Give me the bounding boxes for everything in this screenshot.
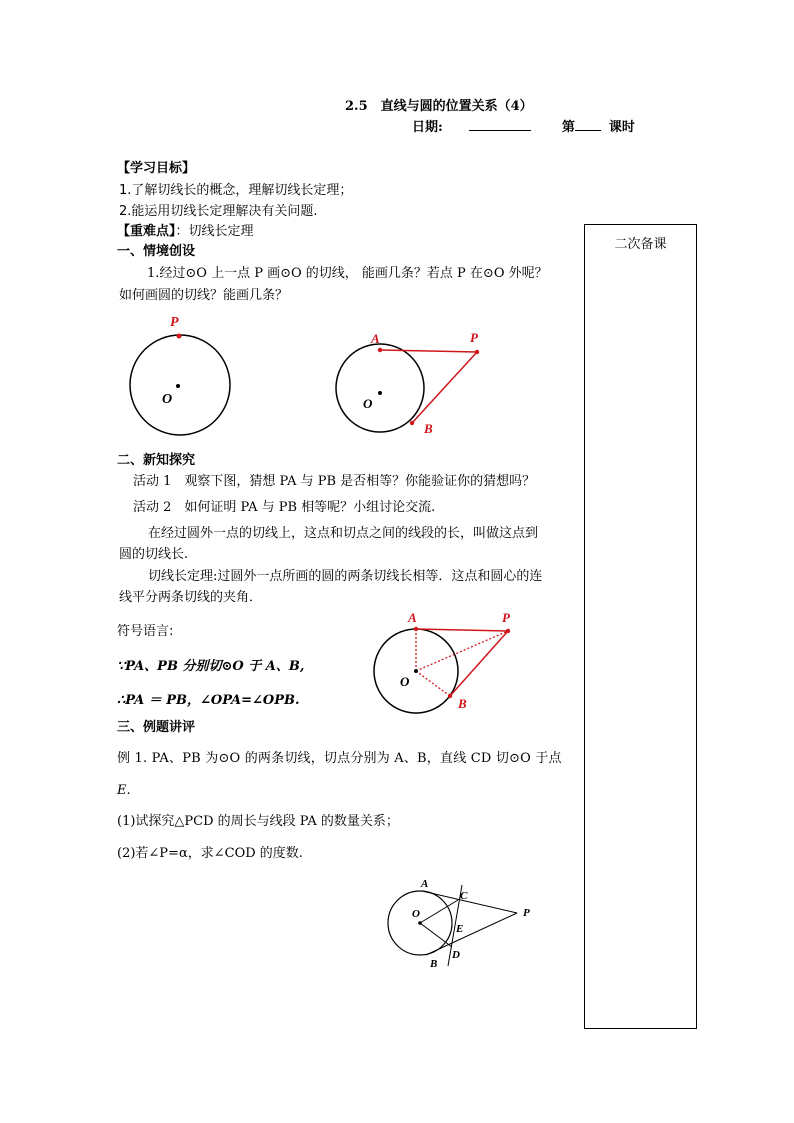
label-a: A <box>421 878 429 890</box>
circle-o <box>336 344 424 432</box>
symbol-language-label: 符号语言: <box>117 624 174 639</box>
goal-item-2: 2.能运用切线长定理解决有关问题. <box>119 204 318 219</box>
figure-tangent-theorem <box>368 607 528 715</box>
key-points-label: 【重难点】 <box>117 224 176 239</box>
section-1-heading: 一、情境创设 <box>117 244 196 259</box>
label-o: O <box>363 396 373 411</box>
example-part-2: (2)若∠P=α，求∠COD 的度数. <box>117 846 303 861</box>
definition-line-1: 在经过圆外一点的切线上，这点和切点之间的线段的长，叫做这点到 <box>148 526 539 541</box>
point-p-dot <box>475 350 479 354</box>
label-o: O <box>400 674 410 689</box>
lesson-blank <box>575 118 601 131</box>
notes-box-title: 二次备课 <box>614 237 667 252</box>
theorem-line-2: 线平分两条切线的夹角． <box>119 590 263 605</box>
segment-ob <box>416 671 450 696</box>
tangent-pa <box>422 891 517 913</box>
center-o-dot <box>414 669 418 673</box>
label-a: A <box>371 331 380 346</box>
point-a-dot <box>378 348 382 352</box>
symbol-statement-1: ∵PA、PB 分别切⊙O 于 A、B, <box>117 659 305 674</box>
theorem-line-1: 切线长定理:过圆外一点所画的圆的两条切线长相等．这点和圆心的连 <box>148 569 543 584</box>
lesson-prefix: 第 <box>561 120 575 135</box>
key-points <box>117 223 254 241</box>
segment-op <box>416 631 508 671</box>
label-o: O <box>412 908 420 920</box>
activity-1: 活动 1 观察下图，猜想 PA 与 PB 是否相等？你能验证你的猜想吗？ <box>133 474 536 489</box>
section-1-question-line-2: 如何画圆的切线？能画几条？ <box>119 288 289 303</box>
example-line-2: E. <box>117 783 131 798</box>
tangent-pb <box>450 631 508 696</box>
point-a-dot <box>414 627 418 631</box>
label-b: B <box>430 958 438 970</box>
label-c: C <box>460 890 468 902</box>
section-2-heading: 二、新知探究 <box>117 453 196 468</box>
figure-two-tangents <box>328 325 498 440</box>
notes-box <box>584 224 697 1029</box>
goals-heading: 【学习目标】 <box>117 161 196 176</box>
label-a: A <box>408 610 417 625</box>
section-1-question-line-1: 1.经过⊙O 上一点 P 画⊙O 的切线， 能画几条？若点 P 在⊙O 外呢？ <box>147 266 548 281</box>
goal-item-1: 1.了解切线长的概念，理解切线长定理； <box>119 183 353 198</box>
point-b-dot <box>448 694 452 698</box>
label-p: P <box>523 907 530 919</box>
figure-circle-point-on-circle <box>120 308 240 443</box>
date-blank <box>469 118 531 131</box>
label-b: B <box>458 696 467 711</box>
label-b: B <box>424 421 433 436</box>
symbol-statement-2: ∴PA ＝ PB，∠OPA=∠OPB. <box>117 693 300 708</box>
section-3-heading: 三、例题讲评 <box>117 720 196 735</box>
figure-example-1 <box>384 873 544 973</box>
tangent-pa <box>380 350 477 352</box>
activity-2: 活动 2 如何证明 PA 与 PB 相等呢？小组讨论交流. <box>133 500 436 515</box>
date-label: 日期: <box>412 120 443 135</box>
date-line <box>412 118 635 137</box>
example-part-1: (1)试探究△PCD 的周长与线段 PA 的数量关系； <box>117 814 399 829</box>
tangent-pb <box>412 352 477 423</box>
definition-line-2: 圆的切线长. <box>119 547 189 562</box>
center-o-dot <box>418 921 422 925</box>
segment-od <box>420 923 452 947</box>
center-o-dot <box>176 384 180 388</box>
point-p-dot <box>177 334 182 339</box>
label-p: P <box>170 315 179 330</box>
point-b-dot <box>410 421 414 425</box>
label-p: P <box>502 610 510 625</box>
lesson-suffix: 课时 <box>608 120 635 135</box>
center-o-dot <box>378 391 382 395</box>
key-points-text: ：切线长定理 <box>175 224 254 239</box>
label-p: P <box>470 330 478 345</box>
page-title: 2.5 直线与圆的位置关系（4） <box>345 99 533 114</box>
label-e: E <box>456 923 464 935</box>
label-d: D <box>452 949 460 961</box>
point-p-dot <box>506 629 510 633</box>
label-o: O <box>162 392 173 407</box>
circle-o <box>130 335 230 435</box>
example-line-1: 例 1. PA、PB 为⊙O 的两条切线，切点分别为 A、B，直线 CD 切⊙O 于点 <box>117 751 562 766</box>
tangent-pb <box>426 913 517 955</box>
